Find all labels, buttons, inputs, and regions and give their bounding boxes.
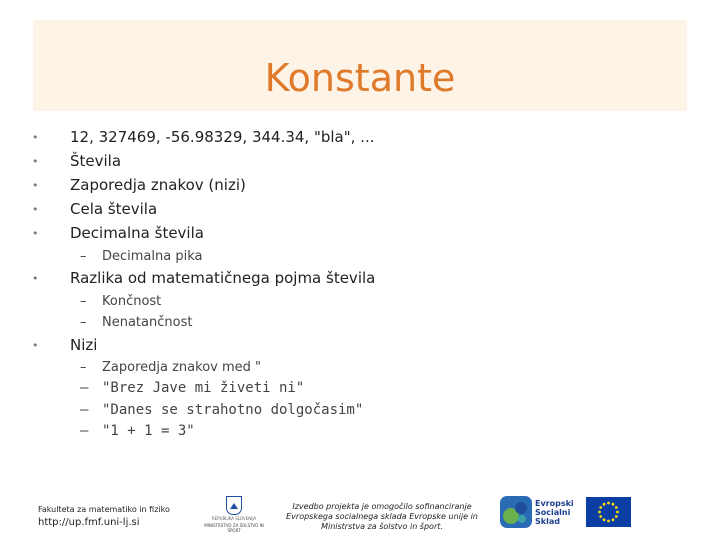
sub-bullet-marker: –	[80, 249, 87, 264]
sub-bullet-marker: –	[80, 294, 87, 309]
bullet-text: Števila	[70, 152, 122, 170]
esf-label-line: Sklad	[535, 517, 560, 526]
sub-bullet-text: Decimalna pika	[102, 249, 203, 264]
crest-republic-label: REPUBLIKA SLOVENIJA	[211, 516, 257, 521]
esf-label-line: Socialni	[535, 508, 571, 517]
bullet-text: 12, 327469, -56.98329, 344.34, "bla", ...	[70, 128, 375, 146]
esf-label-line: Evropski	[535, 499, 574, 508]
bullet-text: Cela števila	[70, 200, 158, 218]
bullet-text: Zaporedja znakov (nizi)	[70, 176, 246, 194]
slovenia-crest-icon	[198, 496, 270, 532]
esf-label	[535, 499, 574, 526]
bullet-marker: •	[32, 203, 39, 216]
bullet-text: Razlika od matematičnega pojma števila	[70, 269, 376, 287]
sub-bullet-text: Končnost	[102, 294, 162, 309]
faculty-name: Fakulteta za matematiko in fiziko	[38, 505, 170, 514]
sub-bullet-marker: –	[80, 402, 89, 418]
sub-bullet-marker: –	[80, 360, 87, 375]
code-string: "1 + 1 = 3"	[102, 423, 195, 439]
bullet-marker: •	[32, 179, 39, 192]
funding-note: Izvedbo projekta je omogočilo sofinanciranje Evropskega socialnega sklada Evropske unije in Ministrstva za šolstvo in šport.	[286, 502, 478, 531]
bullet-marker: •	[32, 155, 39, 168]
faculty-url[interactable]: http://up.fmf.uni-lj.si	[38, 517, 140, 528]
bullet-marker: •	[32, 227, 39, 240]
eu-flag-icon	[586, 497, 631, 527]
sub-bullet-text: Nenatančnost	[102, 315, 193, 330]
sub-bullet-text: Zaporedja znakov med "	[102, 360, 261, 375]
bullet-marker: •	[32, 131, 39, 144]
slide-title: Konstante	[264, 56, 456, 100]
sub-bullet-marker: –	[80, 315, 87, 330]
shield-icon	[226, 496, 242, 515]
bullet-marker: •	[32, 339, 39, 352]
sub-bullet-marker: –	[80, 423, 89, 439]
bullet-text: Nizi	[70, 336, 98, 354]
bullet-text: Decimalna števila	[70, 224, 204, 242]
code-string: "Brez Jave mi živeti ni"	[102, 380, 305, 396]
bullet-marker: •	[32, 272, 39, 285]
sub-bullet-marker: –	[80, 380, 89, 396]
esf-logo-icon	[500, 496, 532, 528]
code-string: "Danes se strahotno dolgočasim"	[102, 402, 364, 418]
crest-ministry-label: MINISTRSTVO ZA ŠOLSTVO IN ŠPORT	[204, 523, 264, 533]
